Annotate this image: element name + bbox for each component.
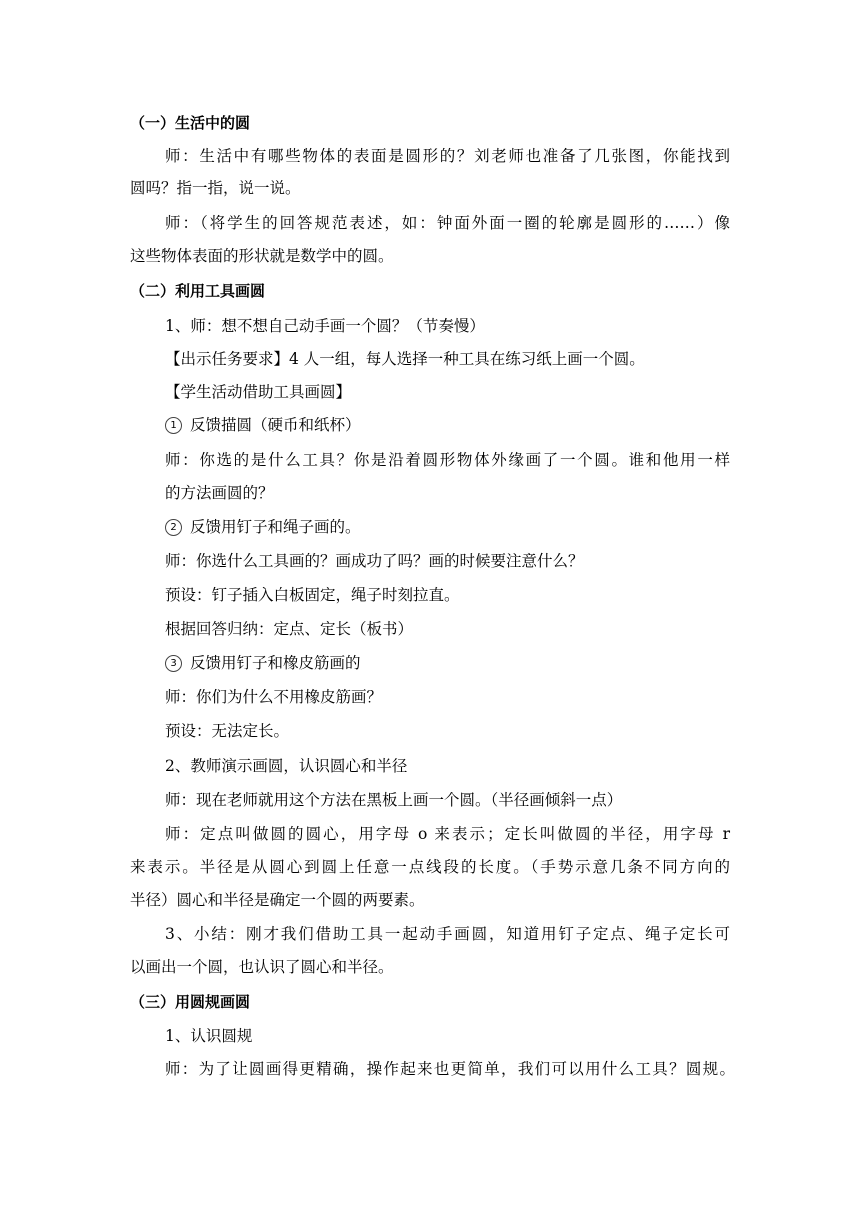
paragraph-line: 以画出一个圆，也认识了圆心和半径。 [130, 958, 394, 976]
paragraph-line: 师：你选什么工具画的？画成功了吗？画的时候要注意什么？ [165, 552, 584, 570]
paragraph-line: 半径）圆心和半径是确定一个圆的两要素。 [130, 891, 425, 909]
paragraph-line: 师：为了让圆画得更精确，操作起来也更简单，我们可以用什么工具？圆规。 [165, 1060, 735, 1078]
paragraph-line: 师：定点叫做圆的圆心，用字母 o 来表示；定长叫做圆的半径，用字母 r [165, 825, 730, 843]
paragraph-line: 师：现在老师就用这个方法在黑板上画一个圆。（半径画倾斜一点） [165, 791, 623, 809]
list-item [165, 652, 361, 674]
circled-number-1: 1 [165, 417, 182, 434]
paragraph-line: 师：生活中有哪些物体的表面是圆形的？刘老师也准备了几张图，你能找到 [165, 147, 730, 165]
circled-number-2: 2 [165, 519, 182, 536]
section-heading-2: （二）利用工具画圆 [130, 282, 266, 300]
paragraph-line: 师：（将学生的回答规范表述，如：钟面外面一圈的轮廓是圆形的……）像 [165, 214, 730, 232]
paragraph-line: 【出示任务要求】4 人一组，每人选择一种工具在练习纸上画一个圆。 [165, 350, 645, 368]
paragraph-line: 的方法画圆的？ [165, 484, 274, 502]
paragraph-line: 预设：无法定长。 [165, 722, 290, 740]
paragraph-line: 预设：钉子插入白板固定，绳子时刻拉直。 [165, 586, 460, 604]
list-item-text: 反馈描圆（硬币和纸杯） [190, 416, 361, 434]
paragraph-line: 1、认识圆规 [165, 1027, 253, 1045]
paragraph-line: 师：你们为什么不用橡皮筋画？ [165, 688, 383, 706]
circled-number-3: 3 [165, 655, 182, 672]
list-item-text: 反馈用钉子和橡皮筋画的 [190, 654, 361, 672]
paragraph-line: 来表示。半径是从圆心到圆上任意一点线段的长度。（手势示意几条不同方向的 [130, 858, 730, 876]
list-item-text: 反馈用钉子和绳子画的。 [190, 518, 361, 536]
section-heading-1: （一）生活中的圆 [130, 114, 251, 132]
paragraph-line: 3、小结：刚才我们借助工具一起动手画圆，知道用钉子定点、绳子定长可 [165, 925, 730, 943]
paragraph-line: 圆吗？指一指，说一说。 [130, 179, 301, 197]
paragraph-line: 根据回答归纳：定点、定长（板书） [165, 620, 414, 638]
section-heading-3: （三）用圆规画圆 [130, 993, 251, 1011]
paragraph-line: 2、教师演示画圆，认识圆心和半径 [165, 757, 408, 775]
list-item [165, 414, 361, 436]
paragraph-line: 1、师：想不想自己动手画一个圆？（节奏慢） [165, 317, 485, 335]
paragraph-line: 【学生活动借助工具画圆】 [165, 383, 352, 401]
paragraph-line: 这些物体表面的形状就是数学中的圆。 [130, 247, 394, 265]
paragraph-line: 师：你选的是什么工具？你是沿着圆形物体外缘画了一个圆。谁和他用一样 [165, 451, 730, 469]
list-item [165, 516, 361, 538]
